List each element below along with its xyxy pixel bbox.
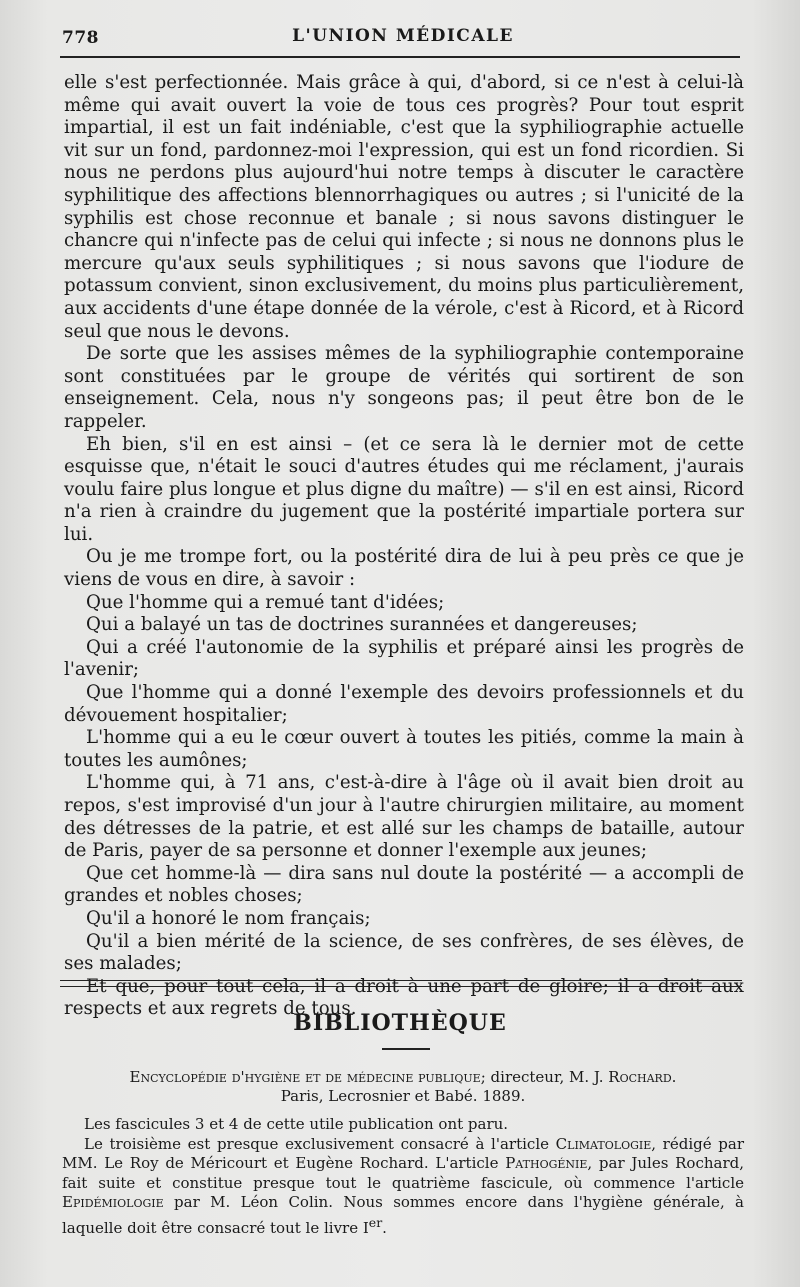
paragraph: Qui a créé l'autonomie de la syphilis et préparé ainsi les progrès de l'avenir;	[64, 636, 744, 681]
paragraph: L'homme qui a eu le cœur ouvert à toutes les pitiés, comme la main à toutes les aumônes;	[64, 727, 744, 771]
citation-line: Encyclopédie d'hygiène et de médecine publique; directeur, M. J. Rochard.	[129, 1068, 677, 1086]
paragraph: De sorte que les assises mêmes de la syphiliographie contemporaine sont constituées par le groupe de vérités qui sortirent de son enseignement. Cela, nous n'y songeons pas; il peut être bon de le rappeler.	[64, 343, 744, 432]
review-paragraph	[62, 1135, 744, 1239]
section-divider	[60, 980, 742, 987]
paragraph: elle s'est perfectionnée. Mais grâce à qui, d'abord, si ce n'est à celui-là même qui avait ouvert la voie de tous ces progrès? Pour tout esprit impartial, il est un fait indéniable, c'est que la syphiliographie actuelle vit sur un fond, pardonnez-moi l'expression, qui est un fond ricordien. Si nous ne perdons plus aujourd'hui notre temps à discuter le caractère syphilitique des affections blennorrhagiques ou autres ; si l'unicité de la syphilis est chose reconnue et banale ; si nous savons distinguer le chancre qui n'infecte pas de celui qui infecte ; si nous ne donnons plus le mercure qu'aux seuls syphilitiques ; si nous savons que l'iodure de potassum convient, sinon exclusivement, du moins plus particulièrement, aux accidents d'une étape donnée de la vérole, c'est à Ricord, et à Ricord seul que nous le devons.	[64, 72, 744, 342]
paragraph: Eh bien, s'il en est ainsi – (et ce sera là le dernier mot de cette esquisse que, n'était le souci d'autres études qui me réclament, j'aurais voulu faire plus longue et plus digne du maître) — s'il en est ainsi, Ricord n'a rien à craindre du jugement que la postérité impartiale portera sur lui.	[64, 433, 744, 545]
article-name: Climatologie	[555, 1134, 652, 1153]
paragraph: Que cet homme-là — dira sans nul doute la postérité — a accompli de grandes et nobles choses;	[64, 862, 744, 907]
paragraph: Qu'il a honoré le nom français;	[86, 907, 371, 929]
paragraph: Que l'homme qui a remué tant d'idées;	[86, 591, 445, 613]
book-title: Encyclopédie d'hygiène et de médecine publique	[129, 1068, 481, 1086]
paragraph: Que l'homme qui a donné l'exemple des devoirs professionnels et du dévouement hospitalier;	[64, 682, 744, 726]
book-review	[62, 1115, 744, 1238]
review-text: .	[382, 1218, 387, 1237]
section-title: BIBLIOTHÈQUE	[293, 1010, 507, 1036]
page-number: 778	[62, 28, 99, 48]
article-name: Pathogénie	[505, 1154, 588, 1172]
journal-title: L'UNION MÉDICALE	[292, 26, 514, 46]
editor-prefix: ; directeur, M. J.	[480, 1068, 609, 1086]
page-header	[62, 24, 744, 52]
editor-name: Rochard	[608, 1068, 672, 1086]
paragraph: Qui a balayé un tas de doctrines surannées et dangereuses;	[86, 614, 638, 636]
paragraph: L'homme qui, à 71 ans, c'est-à-dire à l'âge où il avait bien droit au repos, s'est improvisé d'un jour à l'autre chirurgien militaire, au moment des détresses de la patrie, et est allé sur les champs de bataille, autour de Paris, payer de sa personne et donner l'exemple aux jeunes;	[64, 772, 744, 862]
paragraph: Ou je me trompe fort, ou la postérité dira de lui à peu près ce que je viens de vous en dire, à savoir :	[64, 546, 744, 591]
paragraph: Et que, pour tout cela, il a droit à une part de gloire; il a droit aux respects et aux regrets de tous.	[64, 975, 744, 1020]
superscript: er	[368, 1214, 383, 1230]
review-text: , par Jules Rochard, fait suite et constitue presque tout le quatrième fascicule, où commence l'article	[62, 1154, 745, 1192]
review-text: Le troisième est presque exclusivement consacré à l'article	[84, 1134, 556, 1153]
paragraph: Qu'il a bien mérité de la science, de ses confrères, de ses élèves, de ses malades;	[64, 930, 744, 975]
publisher-line: Paris, Lecrosnier et Babé. 1889.	[280, 1087, 526, 1105]
book-citation	[62, 1068, 744, 1106]
review-paragraph: Les fascicules 3 et 4 de cette utile publication ont paru.	[84, 1115, 509, 1133]
header-rule	[60, 56, 740, 58]
title-rule	[382, 1048, 430, 1050]
article-name: Epidémiologie	[62, 1193, 164, 1211]
review-text: , rédigé par MM. Le Roy de Méricourt et Eugène Rochard. L'article	[62, 1134, 744, 1172]
review-text: par M. Léon Colin. Nous sommes encore dans l'hygiène générale, à laquelle doit être consacré tout le livre I	[62, 1193, 744, 1237]
article-body	[64, 72, 744, 1021]
